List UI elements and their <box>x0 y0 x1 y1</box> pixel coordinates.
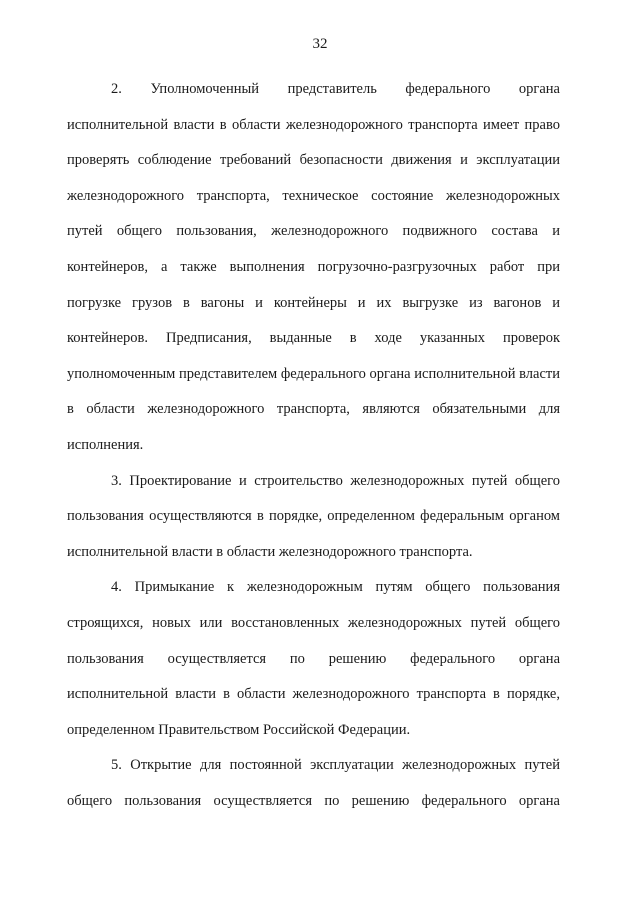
page-number: 32 <box>312 36 328 52</box>
document-body <box>67 72 560 819</box>
paragraph-3: 3. Проектирование и строительство железнодорожных путей общего пользования осуществляются в порядке, определенном федеральным органом исполнительной власти в области железнодорожного транспорта. <box>67 472 560 560</box>
paragraph-5: 5. Открытие для постоянной эксплуатации железнодорожных путей общего пользования осуществляется по решению федерального органа <box>67 757 560 809</box>
paragraph-2: 2. Уполномоченный представитель федерального органа исполнительной власти в области железнодорожного транспорта имеет право проверять соблюдение требований безопасности движения и эксплуатации железнодорожного транспорта, техническое состояние железнодорожных путей общего пользования, железнодорожного подвижного состава и контейнеров, а также выполнения погрузочно-разгрузочных работ при погрузке грузов в вагоны и контейнеры и их выгрузке из вагонов и контейнеров. Предписания, выданные в ходе указанных проверок уполномоченным представителем федерального органа исполнительной власти в области железнодорожного транспорта, являются обязательными для исполнения. <box>67 81 560 453</box>
paragraph-4: 4. Примыкание к железнодорожным путям общего пользования строящихся, новых или восстановленных железнодорожных путей общего пользования осуществляется по решению федерального органа исполнительной власти в области железнодорожного транспорта в порядке, определенном Правительством Российской Федерации. <box>67 579 560 738</box>
